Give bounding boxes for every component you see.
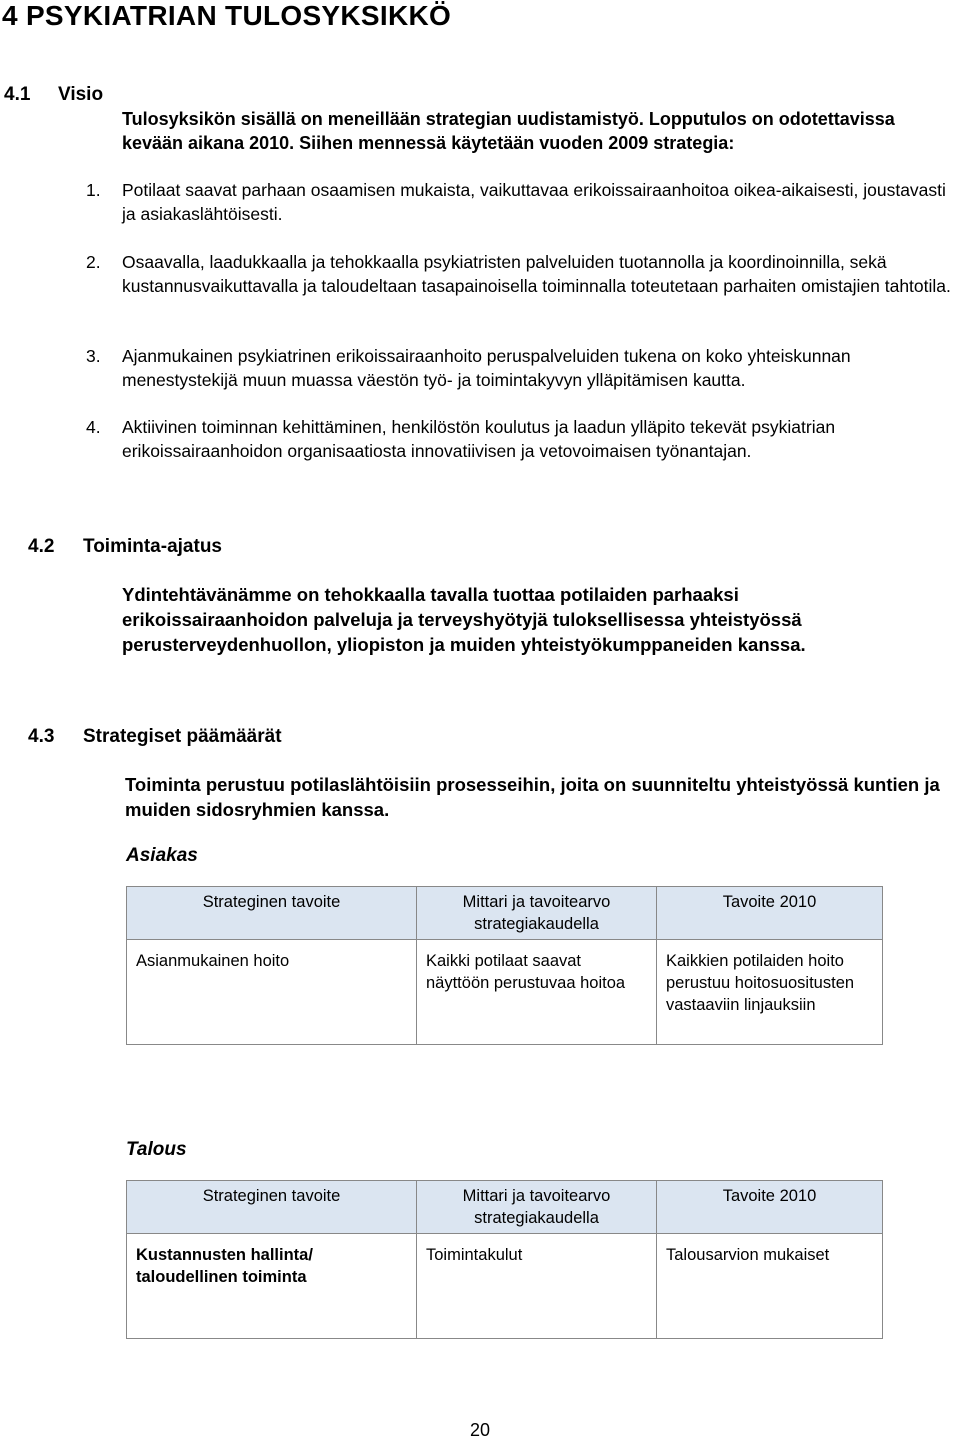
list-item-text: Ajanmukainen psykiatrinen erikoissairaanhoito peruspalveluiden tukena on koko yhteiskunnan menestystekijä muun muassa väestön työ- ja toimintakyvyn ylläpitämisen kautta. (122, 346, 851, 390)
table-cell: Kaikki potilaat saavat näyttöön perustuvaa hoitoa (417, 940, 657, 1045)
section-title: Visio (58, 84, 104, 105)
talous-heading: Talous (126, 1139, 187, 1160)
section-title: Strategiset päämäärät (83, 726, 282, 747)
table-cell: Asianmukainen hoito (127, 940, 417, 1045)
section-title: Toiminta-ajatus (83, 536, 222, 557)
table-header-row (127, 887, 883, 940)
list-item (86, 179, 956, 226)
table-header-cell: Strateginen tavoite (127, 1181, 417, 1234)
toiminta-text: Ydintehtävänämme on tehokkaalla tavalla tuottaa potilaiden parhaaksi erikoissairaanhoidon palveluja ja terveyshyötyjä tuloksellisessa yhteistyössä perusterveydenhuollon, yliopiston ja muiden yhteistyökumppaneiden kanssa. (122, 584, 806, 655)
chapter-title: 4 PSYKIATRIAN TULOSYKSIKKÖ (2, 0, 452, 31)
list-item-text: Potilaat saavat parhaan osaamisen mukaista, vaikuttavaa erikoissairaanhoitoa oikea-aikaisesti, joustavasti ja asiakaslähtöisesti. (122, 180, 946, 224)
table-cell: Toimintakulut (417, 1234, 657, 1339)
table-header-cell: Tavoite 2010 (657, 887, 883, 940)
section-number: 4.3 (28, 726, 55, 747)
strategiset-intro: Toiminta perustuu potilaslähtöisiin prosesseihin, joita on suunniteltu yhteistyössä kuntien ja muiden sidosryhmien kanssa. (125, 774, 940, 820)
table-row (127, 940, 883, 1045)
page-number: 20 (469, 1420, 491, 1440)
table-header-cell: Mittari ja tavoitearvo strategiakaudella (417, 887, 657, 940)
table-cell: Talousarvion mukaiset (657, 1234, 883, 1339)
list-item-text: Osaavalla, laadukkaalla ja tehokkaalla psykiatristen palveluiden tuotannolla ja koordinoinnilla, sekä kustannusvaikuttavalla ja taloudeltaan tasapainoisella toiminnalla toteutetaan parhaiten omistajien tahtotila. (122, 252, 951, 296)
list-item (86, 251, 956, 298)
list-item (86, 345, 956, 392)
table-cell: Kustannusten hallinta/ taloudellinen toiminta (127, 1234, 417, 1339)
asiakas-heading: Asiakas (126, 845, 198, 866)
asiakas-table (126, 886, 883, 1045)
list-item-text: Aktiivinen toiminnan kehittäminen, henkilöstön koulutus ja laadun ylläpito tekevät psykiatrian erikoissairaanhoidon organisaatiosta innovatiivisen ja vetovoimaisen työnantajan. (122, 417, 836, 461)
table-header-cell: Tavoite 2010 (657, 1181, 883, 1234)
table-header-row (127, 1181, 883, 1234)
list-item (86, 416, 956, 463)
list-item-number: 3. (86, 346, 101, 366)
table-cell: Kaikkien potilaiden hoito perustuu hoitosuositusten vastaaviin linjauksiin (657, 940, 883, 1045)
table-header-cell: Strateginen tavoite (127, 887, 417, 940)
table-row (127, 1234, 883, 1339)
table-header-cell: Mittari ja tavoitearvo strategiakaudella (417, 1181, 657, 1234)
list-item-number: 1. (86, 180, 101, 200)
list-item-number: 4. (86, 417, 101, 437)
list-item-number: 2. (86, 252, 101, 272)
visio-intro: Tulosyksikön sisällä on meneillään strategian uudistamistyö. Lopputulos on odotettavissa kevään aikana 2010. Siihen mennessä käytetään vuoden 2009 strategia: (122, 109, 895, 153)
talous-table (126, 1180, 883, 1339)
section-number: 4.2 (28, 536, 55, 557)
section-number: 4.1 (4, 84, 31, 105)
